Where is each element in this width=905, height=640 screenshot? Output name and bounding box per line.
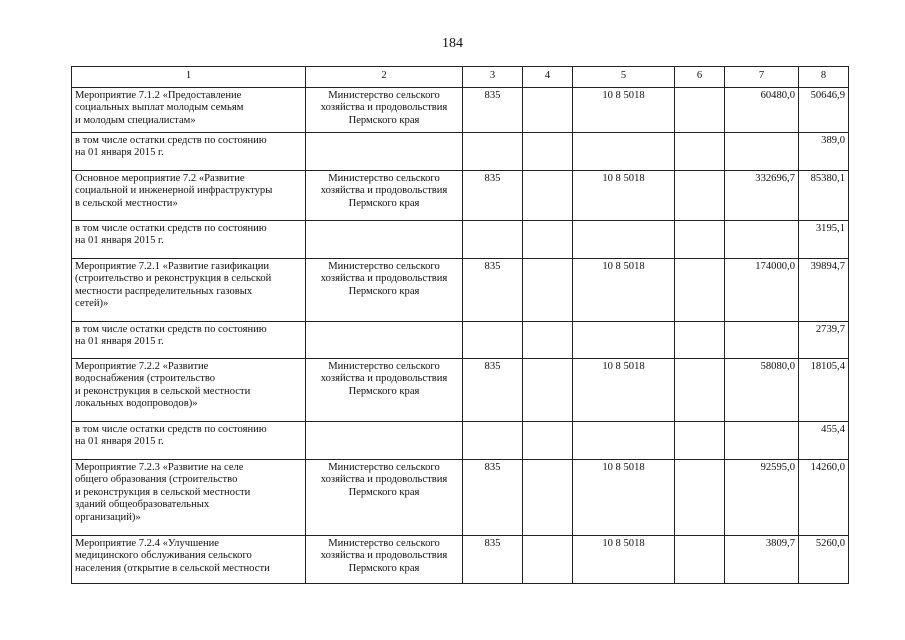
cell-text-line: Министерство сельского	[328, 90, 440, 101]
cell-text-line: хозяйства и продовольствия	[320, 550, 448, 562]
planned-amount-cell: 3809,7	[725, 536, 799, 584]
column-6-cell	[675, 422, 725, 460]
actual-amount-cell: 85380,1	[799, 171, 849, 221]
planned-amount-cell: 92595,0	[725, 460, 799, 536]
actual-amount-cell: 389,0	[799, 133, 849, 171]
column-4-cell	[523, 171, 573, 221]
table-body	[72, 88, 849, 584]
column-6-cell	[675, 221, 725, 259]
cell-text-line: Мероприятие 7.2.2 «Развитие	[75, 361, 209, 372]
column-6-cell	[675, 133, 725, 171]
header-cell-8: 8	[799, 67, 849, 88]
actual-amount-cell: 39894,7	[799, 259, 849, 322]
budget-code-cell: 10 8 5018	[573, 259, 675, 322]
activity-name-cell	[72, 536, 306, 584]
budget-code-cell	[573, 133, 675, 171]
table-row	[72, 359, 849, 422]
table-row	[72, 259, 849, 322]
cell-text-line: Основное мероприятие 7.2 «Развитие	[75, 173, 245, 184]
table-row	[72, 422, 849, 460]
cell-text-line: Мероприятие 7.2.4 «Улучшение	[75, 538, 219, 549]
budget-code-cell	[573, 322, 675, 359]
activity-name-cell	[72, 133, 306, 171]
budget-table	[71, 66, 849, 584]
header-row	[72, 67, 849, 88]
column-4-cell	[523, 259, 573, 322]
cell-text-line: Мероприятие 7.1.2 «Предоставление	[75, 90, 242, 101]
cell-text-line: локальных водопроводов)»	[75, 398, 198, 410]
cell-text-line: хозяйства и продовольствия	[320, 373, 448, 385]
code-cell	[463, 322, 523, 359]
executor-cell	[306, 536, 463, 584]
activity-name-cell	[72, 259, 306, 322]
column-6-cell	[675, 460, 725, 536]
cell-text-line: населения (открытие в сельской местности	[75, 562, 270, 574]
column-4-cell	[523, 221, 573, 259]
table-row	[72, 171, 849, 221]
cell-text-line: местности распределительных газовых	[75, 285, 253, 297]
cell-text-line: хозяйства и продовольствия	[320, 185, 448, 197]
code-cell: 835	[463, 88, 523, 133]
column-6-cell	[675, 88, 725, 133]
code-cell	[463, 133, 523, 171]
executor-cell	[306, 133, 463, 171]
budget-code-cell: 10 8 5018	[573, 536, 675, 584]
activity-name-cell	[72, 88, 306, 133]
column-4-cell	[523, 88, 573, 133]
budget-code-cell	[573, 221, 675, 259]
column-4-cell	[523, 422, 573, 460]
cell-text-line: хозяйства и продовольствия	[320, 474, 448, 486]
cell-text-line: зданий общеобразовательных	[75, 499, 210, 511]
header-cell-4: 4	[523, 67, 573, 88]
budget-code-cell: 10 8 5018	[573, 460, 675, 536]
cell-text-line: и реконструкция в сельской местности	[75, 486, 251, 498]
actual-amount-cell: 3195,1	[799, 221, 849, 259]
cell-text-line: водоснабжения (строительство	[75, 373, 216, 385]
planned-amount-cell: 60480,0	[725, 88, 799, 133]
cell-text-line: на 01 января 2015 г.	[75, 336, 164, 348]
planned-amount-cell: 332696,7	[725, 171, 799, 221]
page-number: 184	[442, 36, 463, 51]
actual-amount-cell: 18105,4	[799, 359, 849, 422]
activity-name-cell	[72, 171, 306, 221]
executor-cell	[306, 171, 463, 221]
planned-amount-cell	[725, 422, 799, 460]
table-row	[72, 221, 849, 259]
cell-text-line: Мероприятие 7.2.3 «Развитие на селе	[75, 462, 244, 473]
budget-code-cell: 10 8 5018	[573, 171, 675, 221]
executor-cell	[306, 221, 463, 259]
column-6-cell	[675, 359, 725, 422]
cell-text-line: Пермского края	[348, 562, 420, 574]
column-4-cell	[523, 322, 573, 359]
cell-text-line: и молодым специалистам»	[75, 114, 196, 126]
column-4-cell	[523, 536, 573, 584]
cell-text-line: социальной и инженерной инфраструктуры	[75, 185, 273, 197]
header-cell-1: 1	[72, 67, 306, 88]
code-cell: 835	[463, 259, 523, 322]
column-6-cell	[675, 536, 725, 584]
cell-text-line: Пермского края	[348, 385, 420, 397]
table-row	[72, 322, 849, 359]
column-6-cell	[675, 171, 725, 221]
header-cell-6: 6	[675, 67, 725, 88]
cell-text-line: (строительство и реконструкция в сельской	[75, 273, 272, 285]
cell-text-line: и реконструкция в сельской местности	[75, 385, 251, 397]
budget-code-cell: 10 8 5018	[573, 359, 675, 422]
cell-text-line: сетей)»	[75, 298, 109, 310]
cell-text-line: Пермского края	[348, 197, 420, 209]
planned-amount-cell: 58080,0	[725, 359, 799, 422]
planned-amount-cell: 174000,0	[725, 259, 799, 322]
executor-cell	[306, 88, 463, 133]
column-6-cell	[675, 259, 725, 322]
code-cell	[463, 221, 523, 259]
cell-text-line: Министерство сельского	[328, 462, 440, 473]
cell-text-line: Министерство сельского	[328, 538, 440, 549]
cell-text-line: Пермского края	[348, 114, 420, 126]
cell-text-line: медицинского обслуживания сельского	[75, 550, 252, 562]
cell-text-line: в том числе остатки средств по состоянию	[75, 324, 267, 335]
column-4-cell	[523, 133, 573, 171]
planned-amount-cell	[725, 322, 799, 359]
header-cell-7: 7	[725, 67, 799, 88]
executor-cell	[306, 322, 463, 359]
cell-text-line: Пермского края	[348, 285, 420, 297]
executor-cell	[306, 359, 463, 422]
table-row	[72, 88, 849, 133]
header-cell-2: 2	[306, 67, 463, 88]
cell-text-line: на 01 января 2015 г.	[75, 235, 164, 247]
cell-text-line: Мероприятие 7.2.1 «Развитие газификации	[75, 261, 270, 272]
header-cell-5: 5	[573, 67, 675, 88]
cell-text-line: в том числе остатки средств по состоянию	[75, 424, 267, 435]
header-cell-3: 3	[463, 67, 523, 88]
cell-text-line: в том числе остатки средств по состоянию	[75, 135, 267, 146]
column-4-cell	[523, 359, 573, 422]
activity-name-cell	[72, 422, 306, 460]
cell-text-line: Министерство сельского	[328, 173, 440, 184]
budget-code-cell	[573, 422, 675, 460]
actual-amount-cell: 14260,0	[799, 460, 849, 536]
actual-amount-cell: 455,4	[799, 422, 849, 460]
actual-amount-cell: 5260,0	[799, 536, 849, 584]
code-cell: 835	[463, 171, 523, 221]
planned-amount-cell	[725, 133, 799, 171]
actual-amount-cell: 50646,9	[799, 88, 849, 133]
planned-amount-cell	[725, 221, 799, 259]
cell-text-line: общего образования (строительство	[75, 474, 238, 486]
table-row	[72, 133, 849, 171]
executor-cell	[306, 422, 463, 460]
activity-name-cell	[72, 460, 306, 536]
activity-name-cell	[72, 221, 306, 259]
code-cell: 835	[463, 460, 523, 536]
code-cell: 835	[463, 536, 523, 584]
activity-name-cell	[72, 359, 306, 422]
cell-text-line: хозяйства и продовольствия	[320, 102, 448, 114]
actual-amount-cell: 2739,7	[799, 322, 849, 359]
column-4-cell	[523, 460, 573, 536]
table-row	[72, 536, 849, 584]
cell-text-line: в том числе остатки средств по состоянию	[75, 223, 267, 234]
code-cell: 835	[463, 359, 523, 422]
table-row	[72, 460, 849, 536]
cell-text-line: Пермского края	[348, 486, 420, 498]
executor-cell	[306, 259, 463, 322]
column-6-cell	[675, 322, 725, 359]
budget-code-cell: 10 8 5018	[573, 88, 675, 133]
cell-text-line: на 01 января 2015 г.	[75, 147, 164, 159]
cell-text-line: Министерство сельского	[328, 361, 440, 372]
activity-name-cell	[72, 322, 306, 359]
cell-text-line: организаций)»	[75, 511, 141, 523]
cell-text-line: хозяйства и продовольствия	[320, 273, 448, 285]
code-cell	[463, 422, 523, 460]
cell-text-line: в сельской местности»	[75, 197, 178, 209]
cell-text-line: на 01 января 2015 г.	[75, 436, 164, 448]
executor-cell	[306, 460, 463, 536]
cell-text-line: Министерство сельского	[328, 261, 440, 272]
cell-text-line: социальных выплат молодым семьям	[75, 102, 244, 114]
